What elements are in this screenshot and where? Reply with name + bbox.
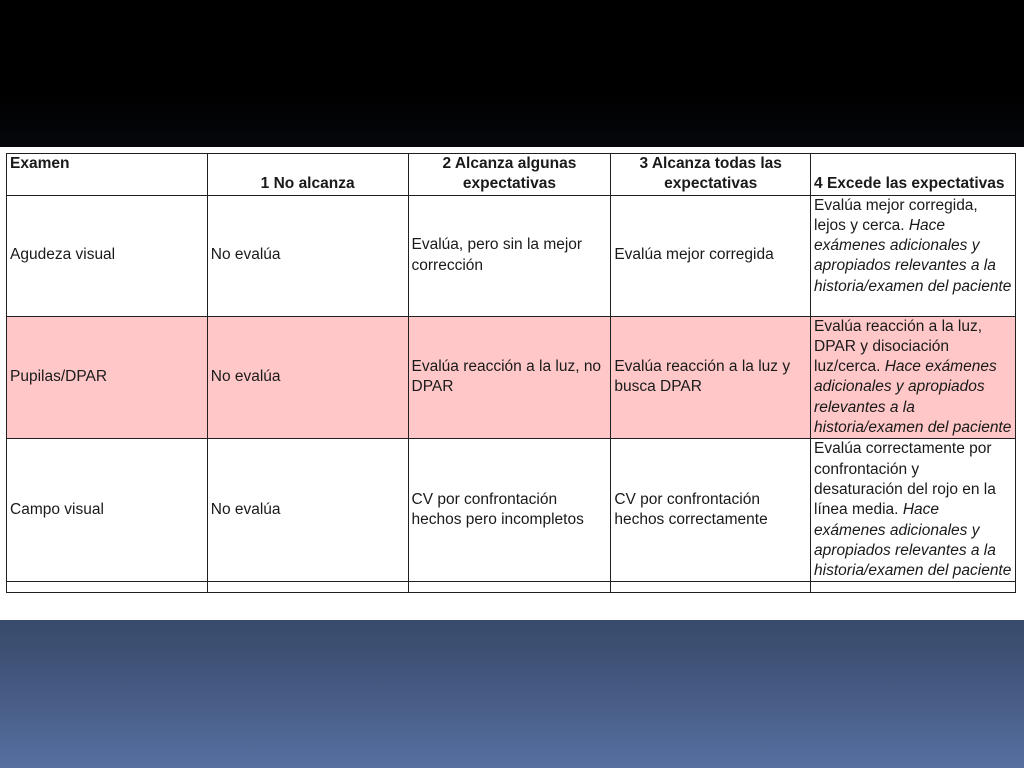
exam-rubric-table: [6, 153, 1016, 593]
cell-level-4: [811, 439, 1016, 582]
cell-level-4-plain: Evalúa mejor corregida, lejos y cerca.: [814, 196, 978, 234]
cell-level-3: Evalúa reacción a la luz y busca DPAR: [611, 316, 811, 439]
cell-level-4-plain: Evalúa reacción a la luz, DPAR y disociación luz/cerca.: [814, 317, 983, 376]
cell-empty: [408, 582, 611, 593]
cell-empty: [207, 582, 408, 593]
cell-exam: Pupilas/DPAR: [7, 316, 208, 439]
table-row-pupilas-dpar: [7, 316, 1016, 439]
cell-level-4: [811, 316, 1016, 439]
cell-level-3: CV por confrontación hechos correctamente: [611, 439, 811, 582]
header-level-2: 2 Alcanza algunas expectativas: [408, 154, 611, 196]
cell-level-1: No evalúa: [207, 439, 408, 582]
header-level-1: 1 No alcanza: [207, 154, 408, 196]
cell-empty: [7, 582, 208, 593]
cell-level-1: No evalúa: [207, 316, 408, 439]
cell-level-4-italic: Hace exámenes adicionales y apropiados relevantes a la historia/examen del paciente: [814, 358, 1012, 437]
cell-level-2: CV por confrontación hechos pero incompletos: [408, 439, 611, 582]
slide-content-frame: [0, 147, 1024, 620]
header-level-4: 4 Excede las expectativas: [811, 154, 1016, 196]
cell-level-3: Evalúa mejor corregida: [611, 195, 811, 316]
table-row-cropped: [7, 582, 1016, 593]
cell-exam: Agudeza visual: [7, 195, 208, 316]
cell-level-2: Evalúa, pero sin la mejor corrección: [408, 195, 611, 316]
cell-exam: Campo visual: [7, 439, 208, 582]
cell-empty: [611, 582, 811, 593]
cell-empty: [811, 582, 1016, 593]
cell-level-4: [811, 195, 1016, 316]
cell-level-1: No evalúa: [207, 195, 408, 316]
cell-level-4-italic: Hace exámenes adicionales y apropiados relevantes a la historia/examen del paciente: [814, 501, 1012, 580]
header-row: [7, 154, 1016, 196]
cell-level-4-italic: Hace exámenes adicionales y apropiados relevantes a la historia/examen del paciente: [814, 216, 1012, 295]
header-level-3: 3 Alcanza todas las expectativas: [611, 154, 811, 196]
cell-level-2: Evalúa reacción a la luz, no DPAR: [408, 316, 611, 439]
table-row-agudeza-visual: [7, 195, 1016, 316]
cell-level-4-plain: Evalúa correctamente por confrontación y desaturación del rojo en la línea media.: [814, 440, 996, 519]
table-row-campo-visual: [7, 439, 1016, 582]
header-exam: Examen: [7, 154, 208, 196]
